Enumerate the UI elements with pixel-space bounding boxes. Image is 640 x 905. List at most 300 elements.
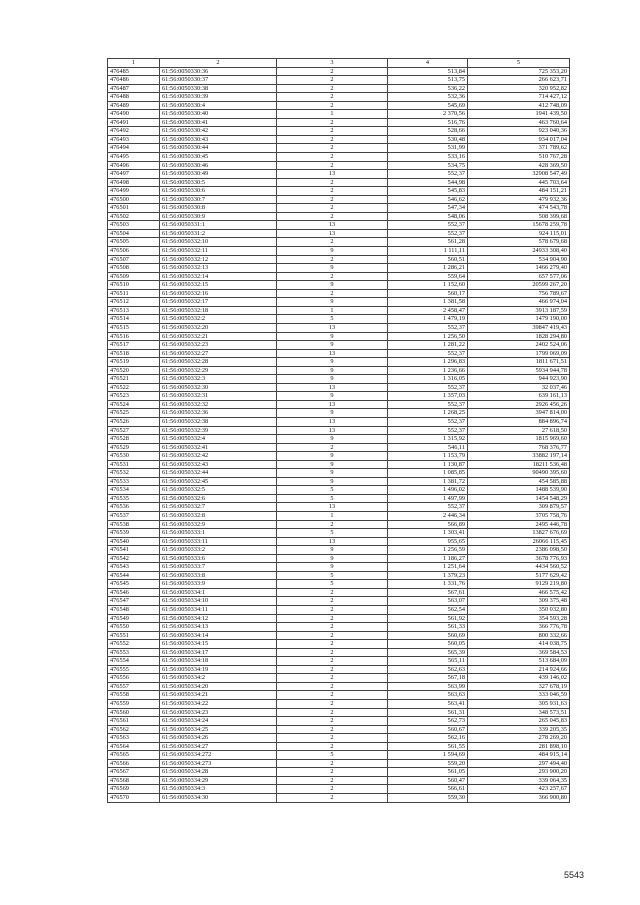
table-row [108, 229, 570, 238]
group-code-cell: 1 [277, 306, 388, 315]
row-number-cell: 476558 [108, 691, 160, 700]
table-row [108, 204, 570, 213]
group-code-cell: 13 [277, 170, 388, 179]
area-cell: 552,37 [388, 229, 468, 238]
area-cell: 1 315,92 [388, 435, 468, 444]
area-cell: 560,05 [388, 640, 468, 649]
cadastral-value-cell: 508 399,68 [468, 212, 570, 221]
area-cell: 560,47 [388, 776, 468, 785]
cadastral-number-cell: 61:56:0050334:26 [160, 734, 277, 743]
area-cell: 1 130,87 [388, 460, 468, 469]
cadastral-number-cell: 61:56:0050334:27 [160, 742, 277, 751]
group-code-cell: 2 [277, 76, 388, 85]
area-cell: 1 281,22 [388, 341, 468, 350]
area-cell: 552,37 [388, 349, 468, 358]
table-row [108, 742, 570, 751]
group-code-cell: 9 [277, 341, 388, 350]
group-code-cell: 2 [277, 520, 388, 529]
cadastral-value-cell: 39847 419,43 [468, 323, 570, 332]
cadastral-value-cell: 27 618,50 [468, 426, 570, 435]
group-code-cell: 2 [277, 238, 388, 247]
cadastral-number-cell: 61:56:0050334:2 [160, 674, 277, 683]
cadastral-number-cell: 61:56:0050334:10 [160, 597, 277, 606]
row-number-cell: 476554 [108, 657, 160, 666]
table-row [108, 554, 570, 563]
cadastral-number-cell: 61:56:0050330:39 [160, 93, 277, 102]
table-row [108, 435, 570, 444]
table-row [108, 323, 570, 332]
area-cell: 1 331,76 [388, 580, 468, 589]
table-row [108, 520, 570, 529]
group-code-cell: 2 [277, 759, 388, 768]
area-cell: 566,89 [388, 520, 468, 529]
cadastral-number-cell: 61:56:0050330:46 [160, 161, 277, 170]
group-code-cell: 9 [277, 298, 388, 307]
group-code-cell: 13 [277, 323, 388, 332]
group-code-cell: 5 [277, 751, 388, 760]
cadastral-value-cell: 9129 219,80 [468, 580, 570, 589]
cadastral-value-cell: 371 789,62 [468, 144, 570, 153]
group-code-cell: 2 [277, 443, 388, 452]
area-cell: 545,69 [388, 101, 468, 110]
area-cell: 955,65 [388, 537, 468, 546]
area-cell: 1 256,59 [388, 546, 468, 555]
group-code-cell: 2 [277, 700, 388, 709]
area-cell: 559,30 [388, 794, 468, 803]
area-cell: 563,07 [388, 597, 468, 606]
table-row [108, 477, 570, 486]
cadastral-number-cell: 61:56:0050333:8 [160, 571, 277, 580]
table-row [108, 631, 570, 640]
row-number-cell: 476532 [108, 469, 160, 478]
table-row [108, 751, 570, 760]
area-cell: 2 446,34 [388, 511, 468, 520]
area-cell: 560,17 [388, 289, 468, 298]
group-code-cell: 1 [277, 110, 388, 119]
table-row [108, 366, 570, 375]
row-number-cell: 476561 [108, 717, 160, 726]
group-code-cell: 9 [277, 435, 388, 444]
table-row [108, 195, 570, 204]
group-code-cell: 2 [277, 665, 388, 674]
area-cell: 566,61 [388, 785, 468, 794]
cadastral-value-cell: 466 974,04 [468, 298, 570, 307]
cadastral-number-cell: 61:56:0050332:13 [160, 264, 277, 273]
row-number-cell: 476538 [108, 520, 160, 529]
cadastral-value-cell: 320 952,82 [468, 84, 570, 93]
row-number-cell: 476545 [108, 580, 160, 589]
area-cell: 563,99 [388, 682, 468, 691]
area-cell: 1 256,50 [388, 332, 468, 341]
area-cell: 562,16 [388, 734, 468, 743]
cadastral-value-cell: 454 585,88 [468, 477, 570, 486]
row-number-cell: 476525 [108, 409, 160, 418]
group-code-cell: 5 [277, 529, 388, 538]
cadastral-value-cell: 32908 547,49 [468, 170, 570, 179]
table-row [108, 409, 570, 418]
cadastral-number-cell: 61:56:0050332:8 [160, 511, 277, 520]
table-row [108, 332, 570, 341]
cadastral-value-cell: 2402 524,06 [468, 341, 570, 350]
group-code-cell: 13 [277, 503, 388, 512]
row-number-cell: 476565 [108, 751, 160, 760]
group-code-cell: 2 [277, 776, 388, 785]
table-row [108, 110, 570, 119]
cadastral-value-cell: 1454 548,29 [468, 494, 570, 503]
cadastral-value-cell: 3947 814,00 [468, 409, 570, 418]
cadastral-value-cell: 339 205,35 [468, 725, 570, 734]
row-number-cell: 476553 [108, 648, 160, 657]
row-number-cell: 476511 [108, 289, 160, 298]
row-number-cell: 476540 [108, 537, 160, 546]
group-code-cell: 2 [277, 682, 388, 691]
row-number-cell: 476529 [108, 443, 160, 452]
group-code-cell: 2 [277, 195, 388, 204]
cadastral-value-cell: 513 684,09 [468, 657, 570, 666]
group-code-cell: 2 [277, 674, 388, 683]
row-number-cell: 476505 [108, 238, 160, 247]
cadastral-number-cell: 61:56:0050330:43 [160, 135, 277, 144]
table-row [108, 571, 570, 580]
area-cell: 513,75 [388, 76, 468, 85]
cadastral-number-cell: 61:56:0050332:30 [160, 383, 277, 392]
row-number-cell: 476488 [108, 93, 160, 102]
area-cell: 560,67 [388, 725, 468, 734]
cadastral-number-cell: 61:56:0050331:1 [160, 221, 277, 230]
row-number-cell: 476524 [108, 400, 160, 409]
row-number-cell: 476552 [108, 640, 160, 649]
row-number-cell: 476527 [108, 426, 160, 435]
group-code-cell: 2 [277, 725, 388, 734]
area-cell: 1 497,99 [388, 494, 468, 503]
cadastral-value-cell: 18211 536,48 [468, 460, 570, 469]
table-row [108, 221, 570, 230]
row-number-cell: 476518 [108, 349, 160, 358]
cadastral-number-cell: 61:56:0050332:17 [160, 298, 277, 307]
cadastral-data-table [107, 58, 570, 803]
table-row [108, 606, 570, 615]
row-number-cell: 476512 [108, 298, 160, 307]
table-row [108, 76, 570, 85]
row-number-cell: 476541 [108, 546, 160, 555]
table-row [108, 93, 570, 102]
row-number-cell: 476560 [108, 708, 160, 717]
column-header: 1 [108, 59, 160, 68]
area-cell: 2 370,56 [388, 110, 468, 119]
cadastral-number-cell: 61:56:0050333:9 [160, 580, 277, 589]
table-row [108, 392, 570, 401]
table-row [108, 648, 570, 657]
table-row [108, 153, 570, 162]
row-number-cell: 476495 [108, 153, 160, 162]
area-cell: 1 251,64 [388, 563, 468, 572]
area-cell: 560,69 [388, 631, 468, 640]
area-cell: 536,22 [388, 84, 468, 93]
cadastral-value-cell: 1811 671,51 [468, 358, 570, 367]
area-cell: 552,37 [388, 221, 468, 230]
cadastral-number-cell: 61:56:0050332:41 [160, 443, 277, 452]
row-number-cell: 476564 [108, 742, 160, 751]
area-cell: 1 236,66 [388, 366, 468, 375]
row-number-cell: 476489 [108, 101, 160, 110]
row-number-cell: 476502 [108, 212, 160, 221]
cadastral-number-cell: 61:56:0050332:42 [160, 452, 277, 461]
cadastral-number-cell: 61:56:0050330:6 [160, 187, 277, 196]
row-number-cell: 476542 [108, 554, 160, 563]
cadastral-number-cell: 61:56:0050332:3 [160, 375, 277, 384]
table-row [108, 306, 570, 315]
table-row [108, 776, 570, 785]
row-number-cell: 476531 [108, 460, 160, 469]
cadastral-value-cell: 439 146,02 [468, 674, 570, 683]
cadastral-number-cell: 61:56:0050334:11 [160, 606, 277, 615]
row-number-cell: 476507 [108, 255, 160, 264]
table-row [108, 264, 570, 273]
area-cell: 546,11 [388, 443, 468, 452]
cadastral-value-cell: 354 593,28 [468, 614, 570, 623]
cadastral-value-cell: 1488 539,90 [468, 486, 570, 495]
area-cell: 2 458,47 [388, 306, 468, 315]
area-cell: 1 286,21 [388, 264, 468, 273]
table-row [108, 529, 570, 538]
area-cell: 545,83 [388, 187, 468, 196]
group-code-cell: 9 [277, 332, 388, 341]
table-row [108, 546, 570, 555]
group-code-cell: 1 [277, 511, 388, 520]
cadastral-number-cell: 61:56:0050330:41 [160, 118, 277, 127]
cadastral-value-cell: 5177 629,42 [468, 571, 570, 580]
row-number-cell: 476559 [108, 700, 160, 709]
cadastral-number-cell: 61:56:0050330:5 [160, 178, 277, 187]
cadastral-number-cell: 61:56:0050330:8 [160, 204, 277, 213]
cadastral-number-cell: 61:56:0050332:29 [160, 366, 277, 375]
table-row [108, 375, 570, 384]
area-cell: 552,37 [388, 417, 468, 426]
cadastral-number-cell: 61:56:0050334:22 [160, 700, 277, 709]
area-cell: 1 379,23 [388, 571, 468, 580]
cadastral-value-cell: 265 045,83 [468, 717, 570, 726]
table-row [108, 794, 570, 803]
cadastral-number-cell: 61:56:0050334:273 [160, 759, 277, 768]
cadastral-number-cell: 61:56:0050334:12 [160, 614, 277, 623]
row-number-cell: 476535 [108, 494, 160, 503]
column-header: 3 [277, 59, 388, 68]
group-code-cell: 2 [277, 84, 388, 93]
area-cell: 559,20 [388, 759, 468, 768]
table-row [108, 708, 570, 717]
cadastral-value-cell: 24933 308,40 [468, 247, 570, 256]
area-cell: 1 381,72 [388, 477, 468, 486]
area-cell: 528,66 [388, 127, 468, 136]
cadastral-value-cell: 414 038,75 [468, 640, 570, 649]
row-number-cell: 476548 [108, 606, 160, 615]
group-code-cell: 2 [277, 648, 388, 657]
group-code-cell: 5 [277, 580, 388, 589]
row-number-cell: 476528 [108, 435, 160, 444]
area-cell: 552,37 [388, 400, 468, 409]
data-table-container [107, 58, 569, 803]
area-cell: 1 186,27 [388, 554, 468, 563]
group-code-cell: 2 [277, 588, 388, 597]
row-number-cell: 476526 [108, 417, 160, 426]
cadastral-value-cell: 90490 395,60 [468, 469, 570, 478]
row-number-cell: 476549 [108, 614, 160, 623]
row-number-cell: 476546 [108, 588, 160, 597]
group-code-cell: 2 [277, 204, 388, 213]
group-code-cell: 9 [277, 546, 388, 555]
cadastral-number-cell: 61:56:0050332:7 [160, 503, 277, 512]
table-row [108, 255, 570, 264]
area-cell: 548,06 [388, 212, 468, 221]
table-row [108, 640, 570, 649]
area-cell: 1 496,02 [388, 486, 468, 495]
table-row [108, 247, 570, 256]
group-code-cell: 9 [277, 264, 388, 273]
group-code-cell: 2 [277, 631, 388, 640]
area-cell: 560,51 [388, 255, 468, 264]
row-number-cell: 476539 [108, 529, 160, 538]
cadastral-number-cell: 61:56:0050334:28 [160, 768, 277, 777]
cadastral-value-cell: 369 584,53 [468, 648, 570, 657]
table-row [108, 657, 570, 666]
table-row [108, 665, 570, 674]
area-cell: 562,63 [388, 665, 468, 674]
table-row [108, 682, 570, 691]
row-number-cell: 476519 [108, 358, 160, 367]
area-cell: 562,73 [388, 717, 468, 726]
table-row [108, 315, 570, 324]
area-cell: 559,64 [388, 272, 468, 281]
area-cell: 552,37 [388, 323, 468, 332]
group-code-cell: 2 [277, 101, 388, 110]
row-number-cell: 476517 [108, 341, 160, 350]
group-code-cell: 5 [277, 494, 388, 503]
table-row [108, 700, 570, 709]
cadastral-number-cell: 61:56:0050332:4 [160, 435, 277, 444]
cadastral-number-cell: 61:56:0050332:5 [160, 486, 277, 495]
cadastral-number-cell: 61:56:0050332:45 [160, 477, 277, 486]
cadastral-value-cell: 4434 560,52 [468, 563, 570, 572]
table-row [108, 281, 570, 290]
row-number-cell: 476486 [108, 76, 160, 85]
area-cell: 565,39 [388, 648, 468, 657]
table-row [108, 691, 570, 700]
row-number-cell: 476557 [108, 682, 160, 691]
row-number-cell: 476494 [108, 144, 160, 153]
table-row [108, 238, 570, 247]
table-row [108, 674, 570, 683]
table-row [108, 84, 570, 93]
area-cell: 1 479,19 [388, 315, 468, 324]
cadastral-number-cell: 61:56:0050334:30 [160, 794, 277, 803]
cadastral-value-cell: 281 898,10 [468, 742, 570, 751]
table-row [108, 785, 570, 794]
cadastral-value-cell: 1466 279,40 [468, 264, 570, 273]
group-code-cell: 13 [277, 400, 388, 409]
area-cell: 561,05 [388, 768, 468, 777]
cadastral-value-cell: 2495 446,78 [468, 520, 570, 529]
table-row [108, 358, 570, 367]
table-row [108, 486, 570, 495]
cadastral-number-cell: 61:56:0050332:27 [160, 349, 277, 358]
cadastral-number-cell: 61:56:0050333:7 [160, 563, 277, 572]
area-cell: 513,84 [388, 67, 468, 76]
table-row [108, 768, 570, 777]
cadastral-number-cell: 61:56:0050332:18 [160, 306, 277, 315]
row-number-cell: 476490 [108, 110, 160, 119]
group-code-cell: 13 [277, 417, 388, 426]
area-cell: 1 316,05 [388, 375, 468, 384]
group-code-cell: 2 [277, 614, 388, 623]
row-number-cell: 476521 [108, 375, 160, 384]
area-cell: 1 594,69 [388, 751, 468, 760]
cadastral-value-cell: 327 678,19 [468, 682, 570, 691]
cadastral-value-cell: 366 900,80 [468, 794, 570, 803]
cadastral-value-cell: 20599 267,20 [468, 281, 570, 290]
cadastral-number-cell: 61:56:0050330:40 [160, 110, 277, 119]
cadastral-number-cell: 61:56:0050334:14 [160, 631, 277, 640]
table-row [108, 734, 570, 743]
area-cell: 563,41 [388, 700, 468, 709]
group-code-cell: 9 [277, 452, 388, 461]
cadastral-number-cell: 61:56:0050334:21 [160, 691, 277, 700]
cadastral-value-cell: 309 375,48 [468, 597, 570, 606]
row-number-cell: 476504 [108, 229, 160, 238]
cadastral-value-cell: 423 257,67 [468, 785, 570, 794]
table-row [108, 212, 570, 221]
cadastral-value-cell: 13827 676,69 [468, 529, 570, 538]
cadastral-value-cell: 578 679,68 [468, 238, 570, 247]
row-number-cell: 476530 [108, 452, 160, 461]
group-code-cell: 9 [277, 554, 388, 563]
cadastral-value-cell: 309 879,57 [468, 503, 570, 512]
row-number-cell: 476556 [108, 674, 160, 683]
cadastral-number-cell: 61:56:0050332:38 [160, 417, 277, 426]
cadastral-number-cell: 61:56:0050334:25 [160, 725, 277, 734]
group-code-cell: 9 [277, 247, 388, 256]
table-row [108, 537, 570, 546]
area-cell: 1 357,03 [388, 392, 468, 401]
table-row [108, 178, 570, 187]
group-code-cell: 9 [277, 563, 388, 572]
area-cell: 1 153,79 [388, 452, 468, 461]
cadastral-number-cell: 61:56:0050334:13 [160, 623, 277, 632]
group-code-cell: 2 [277, 255, 388, 264]
table-row [108, 725, 570, 734]
cadastral-number-cell: 61:56:0050334:23 [160, 708, 277, 717]
area-cell: 1 111,11 [388, 247, 468, 256]
group-code-cell: 9 [277, 366, 388, 375]
table-row [108, 298, 570, 307]
cadastral-number-cell: 61:56:0050334:19 [160, 665, 277, 674]
group-code-cell: 2 [277, 212, 388, 221]
table-row [108, 494, 570, 503]
cadastral-number-cell: 61:56:0050332:32 [160, 400, 277, 409]
group-code-cell: 2 [277, 606, 388, 615]
cadastral-value-cell: 944 923,90 [468, 375, 570, 384]
cadastral-value-cell: 333 046,59 [468, 691, 570, 700]
row-number-cell: 476534 [108, 486, 160, 495]
area-cell: 533,16 [388, 153, 468, 162]
table-row [108, 452, 570, 461]
area-cell: 561,55 [388, 742, 468, 751]
cadastral-value-cell: 428 369,50 [468, 161, 570, 170]
area-cell: 544,98 [388, 178, 468, 187]
cadastral-number-cell: 61:56:0050332:20 [160, 323, 277, 332]
row-number-cell: 476485 [108, 67, 160, 76]
group-code-cell: 2 [277, 93, 388, 102]
row-number-cell: 476500 [108, 195, 160, 204]
